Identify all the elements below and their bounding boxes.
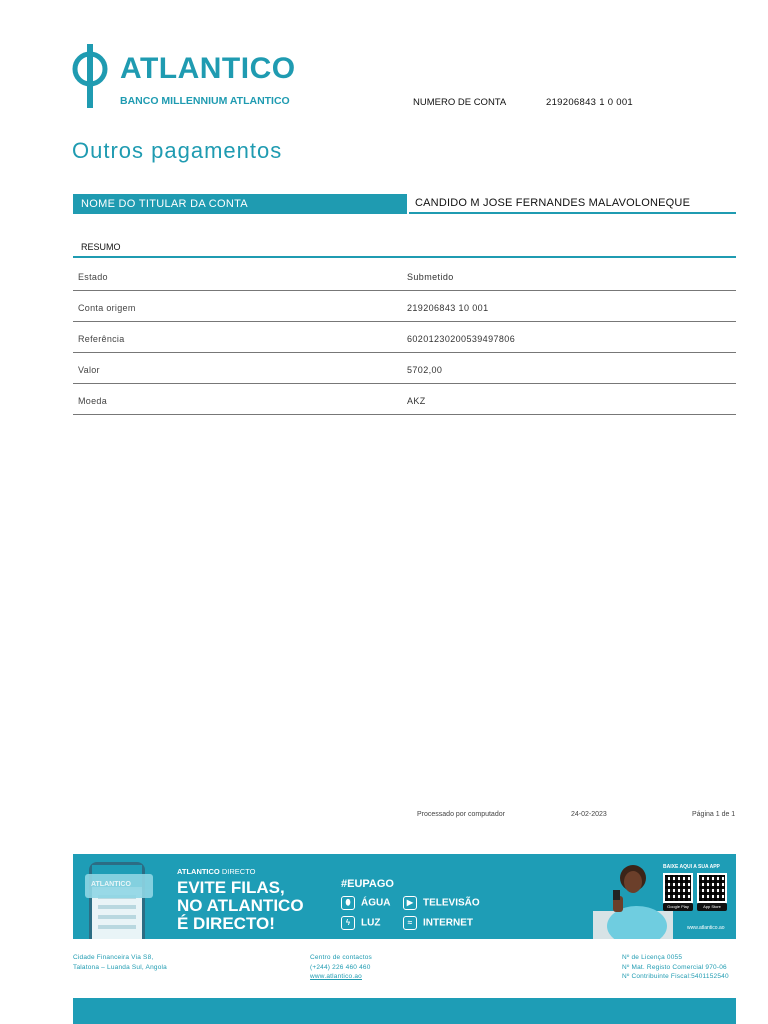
headline-line: EVITE FILAS, xyxy=(177,878,285,897)
row-value: 60201230200539497806 xyxy=(407,334,516,344)
row-value: 5702,00 xyxy=(407,365,443,375)
row-label: Moeda xyxy=(78,396,108,406)
table-row xyxy=(73,260,736,291)
phi-logo-icon xyxy=(72,44,108,108)
row-value: AKZ xyxy=(407,396,426,406)
brand-name: ATLANTICO xyxy=(120,52,296,85)
google-play-badge[interactable]: Google Play xyxy=(663,903,693,911)
footer-bar xyxy=(73,998,736,1024)
woman-with-phone-image xyxy=(593,856,673,939)
banner-headline xyxy=(177,879,337,933)
summary-title: RESUMO xyxy=(73,239,736,258)
table-row xyxy=(73,384,736,415)
row-label: Valor xyxy=(78,365,100,375)
kicker-bold: ATLANTICO xyxy=(177,867,220,876)
service-water xyxy=(341,896,390,910)
summary-table xyxy=(73,260,736,415)
service-label: ÁGUA xyxy=(361,897,391,909)
row-value: 219206843 10 001 xyxy=(407,303,489,313)
tv-icon: ▶ xyxy=(403,896,417,910)
footer-contacts xyxy=(310,953,372,982)
table-row xyxy=(73,291,736,322)
qr-code-google[interactable] xyxy=(663,873,693,903)
brand-subtitle: BANCO MILLENNIUM ATLANTICO xyxy=(120,95,290,107)
water-drop-icon: ⬮ xyxy=(341,896,355,910)
row-label: Estado xyxy=(78,272,108,282)
contact-website-link[interactable]: www.atlantico.ao xyxy=(310,973,362,980)
license-line: Nº de Licença 0055 xyxy=(622,954,683,961)
service-internet xyxy=(403,916,473,930)
row-value: Submetido xyxy=(407,272,454,282)
phone-card xyxy=(85,874,153,898)
account-number-value: 219206843 1 0 001 xyxy=(546,97,633,108)
headline-line: NO ATLANTICO xyxy=(177,896,304,915)
service-label: LUZ xyxy=(361,917,381,929)
table-row xyxy=(73,353,736,384)
footer-license xyxy=(622,953,729,982)
account-number-label: NUMERO DE CONTA xyxy=(413,97,507,108)
banner-site[interactable]: www.atlantico.ao xyxy=(687,925,725,931)
row-label: Conta origem xyxy=(78,303,136,313)
table-row xyxy=(73,322,736,353)
processed-date: 24-02-2023 xyxy=(571,811,607,818)
banner-hashtag: #EUPAGO xyxy=(341,878,394,890)
banner-kicker xyxy=(177,867,255,876)
processed-label: Processado por computador xyxy=(417,811,505,818)
page-number: Página 1 de 1 xyxy=(692,811,736,818)
app-download-text: BAIXE AQUI A SUA APP xyxy=(663,864,720,870)
holder-label: NOME DO TITULAR DA CONTA xyxy=(73,194,407,214)
qr-code-apple[interactable] xyxy=(697,873,727,903)
app-store-badge[interactable]: App Store xyxy=(697,903,727,911)
address-line: Cidade Financeira Via S8, xyxy=(73,954,154,961)
holder-value: CANDIDO M JOSE FERNANDES MALAVOLONEQUE xyxy=(409,194,736,214)
contact-phone: (+244) 226 460 460 xyxy=(310,963,371,971)
wifi-icon: ≈ xyxy=(403,916,417,930)
service-tv xyxy=(403,896,480,910)
bolt-icon: ϟ xyxy=(341,916,355,930)
row-label: Referência xyxy=(78,334,125,344)
kicker-light: DIRECTO xyxy=(219,867,256,876)
service-label: TELEVISÃO xyxy=(423,897,480,909)
page-title: Outros pagamentos xyxy=(72,138,283,163)
address-line: Talatona – Luanda Sul, Angola xyxy=(73,963,167,971)
headline-line: É DIRECTO! xyxy=(177,914,275,933)
bank-logo xyxy=(72,44,296,110)
phone-card-label: ATLANTICO xyxy=(91,881,131,888)
license-line: Nº Mat. Registo Comercial 970-06 xyxy=(622,963,727,971)
promo-banner[interactable] xyxy=(73,854,736,939)
footer-address xyxy=(73,953,167,972)
contact-title: Centro de contactos xyxy=(310,954,372,961)
service-power xyxy=(341,916,380,930)
service-label: INTERNET xyxy=(423,917,473,929)
license-line: Nº Contribuinte Fiscal:5401152540 xyxy=(622,973,729,980)
